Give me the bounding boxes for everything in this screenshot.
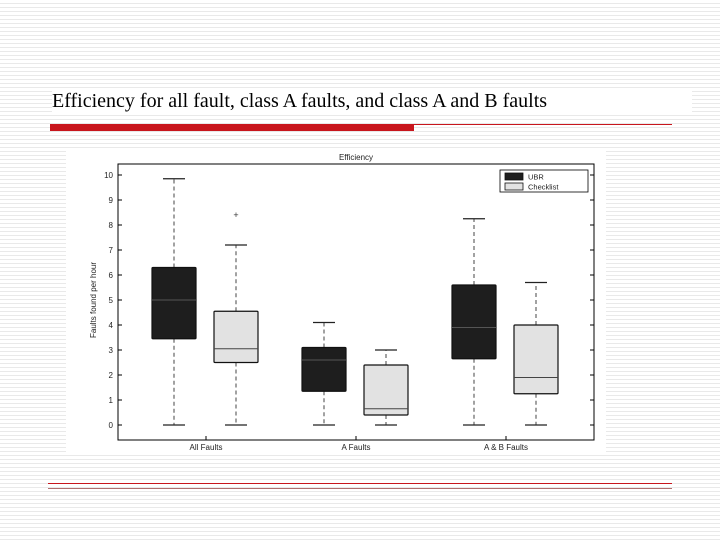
slide-title: Efficiency for all fault, class A faults, and class A and B faults [52, 90, 692, 113]
title-underline-thin [414, 124, 672, 125]
x-tick-label: A & B Faults [483, 443, 529, 452]
efficiency-boxplot [66, 150, 606, 455]
y-axis-label: Faults found per hour [89, 261, 98, 339]
chart-title: Efficiency [338, 153, 374, 162]
x-tick-label: A Faults [341, 443, 371, 452]
y-tick-label: 9 [108, 196, 113, 205]
legend-swatch-checklist [505, 183, 523, 190]
legend-label-checklist: Checklist [528, 182, 559, 192]
y-tick-label: 6 [108, 271, 113, 280]
y-tick-label: 8 [108, 221, 113, 230]
legend-swatch-ubr [505, 173, 523, 180]
y-tick-label: 7 [108, 246, 113, 255]
box-checklist-2 [514, 325, 558, 394]
legend-label-ubr: UBR [528, 172, 544, 182]
x-tick-label: All Faults [189, 443, 223, 452]
footer-rule-top [48, 483, 672, 484]
box-ubr-2 [452, 285, 496, 359]
title-underline-thick [50, 124, 414, 131]
box-checklist-0 [214, 311, 258, 362]
footer-rule-bottom [48, 488, 672, 489]
y-tick-label: 2 [108, 371, 113, 380]
box-checklist-0-outlier: + [233, 210, 239, 220]
y-tick-label: 5 [108, 296, 113, 305]
y-tick-label: 4 [108, 321, 113, 330]
y-tick-label: 0 [108, 421, 113, 430]
chart-figure [66, 150, 606, 455]
y-tick-label: 1 [108, 396, 113, 405]
y-tick-label: 3 [108, 346, 113, 355]
y-tick-label: 10 [104, 171, 113, 180]
box-checklist-1 [364, 365, 408, 415]
box-ubr-1 [302, 348, 346, 392]
box-ubr-0 [152, 268, 196, 339]
